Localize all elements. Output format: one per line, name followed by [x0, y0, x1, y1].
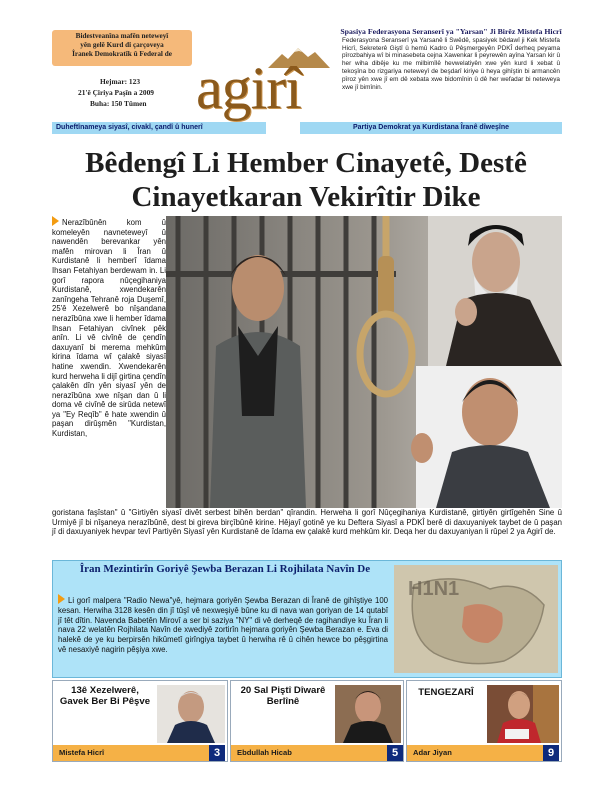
article-continuation: goristana faşîstan" û "Girtiyên siyasî divêt serbest bihên berdan" qîrandin. Herweha li gorî Nûçegihaniya Kurdistanê, girtiyên girtîgehên Sine û Urmiyê jî bi nîşaneya nerazîbûnê, dest bi gireva birçîbûnê kirine. Hêjayî gotinê ye ku Deftera Siyasî a PDKÎ berê di daxuyaniyek taybet de û paşan jî di daxuyaniyek hevpar tevî Partiyên Siyasî yên Kurdistanê de îdama ew çalakê kurd mehkûm kir. Deqa her du daxuyaniyan li rûpel 2 ya Agirî de.: [52, 508, 562, 537]
teaser-page-number: 9: [543, 745, 559, 761]
arrow-icon: [58, 594, 65, 604]
motto-line: Îranek Demokratîk û Federal de: [72, 50, 172, 58]
teaser-card[interactable]: [406, 680, 562, 762]
news-body: [58, 594, 388, 655]
thanks-title: Spasiya Federasyona Seranserî ya "Yarsan" Ji Birêz Mistefa Hicrî: [340, 27, 562, 36]
main-photo-collage: [166, 216, 562, 508]
tagline-band: Duheftînameya siyasî, civakî, çandî û hunerî: [52, 122, 266, 134]
teaser-card[interactable]: [230, 680, 404, 762]
collage-image: [166, 216, 562, 508]
issue-number: Hejmar: 123: [100, 77, 141, 86]
teaser-title: TENGEZARÎ: [418, 687, 474, 698]
news-text: Li gorî malpera "Radio Newa"yê, hejmara goriyên Şewba Berazan di Îranê de gihîştiye 100 kesan. Herwiha 3128 kesên din jî tûşî vê nexweşiyê bûne ku di nava wan goriyan de 14 qutabî jî têt dîtin. Navenda Babetên Mirovî a ser bi saziya "NY" di vê derheqê de ragihandiye ku Îran li nava 22 welatên Rojhilata Navîn de xwediyê zortirîn hejmara goriyên Şewba Berazan e. Eva di halekê de ye ku berpirsên hikûmetî girîngiya taybet û herwiha rê û cihên hewce bo pêşgirtina vê nesaxiyê nagirin pêşiya xwe.: [58, 596, 388, 654]
map-label: H1N1: [408, 578, 460, 600]
motto-line: yên gelê Kurd di çarçoveya: [80, 41, 164, 49]
masthead-logo: agirî: [196, 55, 301, 121]
issue-price: Buha: 150 Tûmen: [90, 99, 147, 108]
teaser-page-number: 3: [209, 745, 225, 761]
issue-date: 21'ê Çiriya Paşîn a 2009: [78, 88, 154, 97]
h1n1-map-illustration: [394, 565, 558, 673]
teaser-author: Ebdullah Hicab: [231, 745, 387, 761]
news-map-image: [394, 565, 558, 673]
issue-info: [78, 76, 198, 109]
thanks-body: Federasyona Seranserî ya Yarsanê li Swêdê, spasiyek bêdawî ji Kek Mistefa Hicrî, Sekreterê Giştî û hemû Kadro û Pêşmergeyên PDKÎ derheq peyama pîrozbahiya wî bi minasebeta cejna Xawenkar li peyrewên ayîna Yarsan kir û her wiha dibêje ku me milbimîlê hevwelatiyên xwe yên kurd li xebat û tekoşîna bo rizgariya neteweyî de beşdarî kiriye û heya gihîştin bi armancên pîroz yên xwe jî em dê xebata xwe bidomînin û dê her wefadar bi neteweya xwe jî bimînin.: [342, 36, 560, 91]
author-photo: [157, 685, 225, 743]
teaser-page-number: 5: [387, 745, 403, 761]
lead-column: [52, 216, 166, 439]
news-title: Îran Mezintirîn Goriyê Şewba Berazan Li Rojhilata Navîn De: [79, 563, 371, 575]
party-band: Partiya Demokrat ya Kurdistana Îranê dîweşîne: [300, 122, 562, 134]
teaser-card[interactable]: [52, 680, 228, 762]
teaser-title: 20 Sal Piştî Dîwarê Berlînê: [240, 685, 326, 707]
teaser-title: 13ê Xezelwerê, Gavek Ber Bi Pêşve: [59, 685, 151, 707]
teaser-author: Adar Jiyan: [407, 745, 543, 761]
motto-box: [52, 30, 192, 66]
arrow-icon: [52, 216, 59, 226]
headline: Bêdengî Li Hember Cinayetê, Destê Cinayetkaran Vekirîtir Dike: [85, 147, 527, 213]
author-photo: [335, 685, 401, 743]
author-photo: [487, 685, 559, 743]
lead-text: Nerazîbûnên kom û komeleyên navneteweyî û nawendên berevankar yên mafên mirovan li Îran û Kurdistanê li hemberî îdama Ihsan Fetahiyan berdewam in. Li gorî rapora nûçegihaniya Kurdistanê, xwendekarên zanîngeha Tehranê roja Duşemî, 25'ê Xezelwerê bo nîşandana nerazîbûna xwe li hember îdama Ihsan Fetahiyan civînek pêk anîn. Li vê civînê de çendîn daxuyanî bi merema mehkûm kirina îdama wî çalakê siyasî hatine xwendin. Xwendekarên kurd herweha li dijî girtina çendîn çalakên dîn yên siyasî yên de nerazîbûna xwe nîşan dan û li doma vê civînê de sirûda netewî ya "Ey Reqîb" ê hate xwendin û paşan dirûşmên "Kurdistan, Kurdistan,: [52, 218, 166, 439]
teaser-author: Mistefa Hicrî: [53, 745, 209, 761]
thanks-notice: [340, 28, 562, 124]
motto-line: Bidestveanîna mafên neteweyî: [75, 32, 169, 40]
